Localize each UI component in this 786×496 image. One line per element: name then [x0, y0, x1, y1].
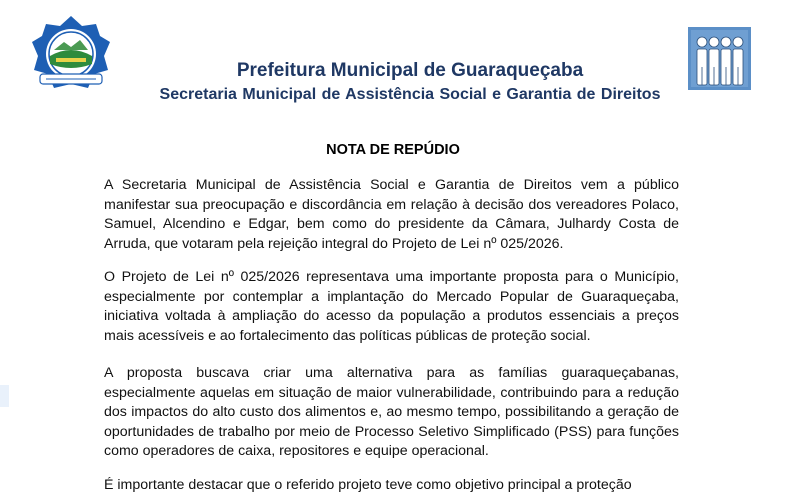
paragraph-2: O Projeto de Lei nº 025/2026 representava uma importante proposta para o Município, especialmente por contemplar a implantação do Mercado Popular de Guaraqueçaba, iniciativa voltada à ampliação do acesso da população a produtos essenciais a preços mais acessíveis e ao fortalecimento das políticas públicas de proteção social. — [104, 269, 679, 344]
paragraph-4: É importante destacar que o referido projeto teve como objetivo principal a proteção — [104, 477, 632, 493]
page-subtitle: Secretaria Municipal de Assistência Social e Garantia de Direitos — [159, 86, 661, 103]
municipal-crest-icon — [30, 14, 112, 96]
paragraph-1: A Secretaria Municipal de Assistência Social e Garantia de Direitos vem a público manifestar sua preocupação e discordância em relação à decisão dos vereadores Polaco, Samuel, Alcendino e Edgar, bem como do presidente da Câmara, Julhardy Costa de Arruda, que votaram pela rejeição integral do Projeto de Lei nº 025/2026. — [104, 177, 679, 252]
paragraph-3: A proposta buscava criar uma alternativa para as famílias guaraqueçabanas, especialmente aquelas em situação de maior vulnerabilidade, contribuindo para a redução dos impactos do alto custo dos alimentos e, ao mesmo tempo, possibilitando a geração de oportunidades de trabalho por meio de Processo Seletivo Simplificado (PSS) para funções como operadores de caixa, repositores e equipe operacional. — [104, 365, 679, 459]
document-heading: NOTA DE REPÚDIO — [326, 142, 460, 158]
page-title: Prefeitura Municipal de Guaraqueçaba — [236, 60, 584, 81]
scroll-edge-marker — [0, 385, 9, 407]
